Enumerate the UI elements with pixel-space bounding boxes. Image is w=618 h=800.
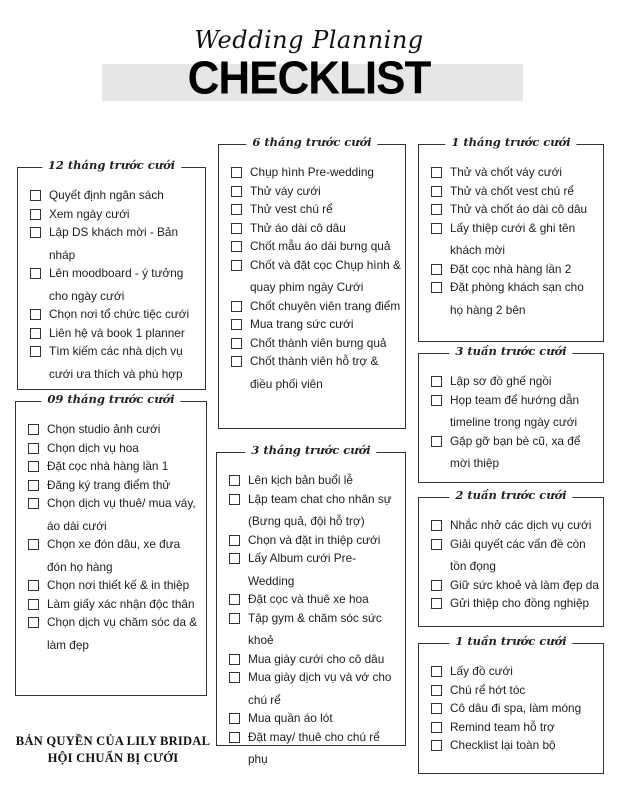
checklist-item-label: Chọn nơi thiết kế & in thiệp (47, 578, 190, 592)
section-heading: 3 tháng trước cưới (245, 443, 376, 457)
checklist-item-label: Đặt may/ thuê cho chú rể phụ (248, 729, 380, 766)
checklist (431, 664, 599, 757)
section-1-week (418, 634, 604, 774)
checklist (30, 188, 201, 385)
checklist-item-label: Chụp hình Pre-wedding (250, 165, 374, 179)
checkbox[interactable] (431, 186, 442, 197)
checkbox[interactable] (431, 520, 442, 531)
section-heading: 12 tháng trước cưới (42, 158, 181, 172)
checklist-item-label: Giữ sức khoẻ và làm đẹp da (450, 577, 599, 592)
checklist-item-label: Chốt mẫu áo dài bưng quả (250, 239, 391, 253)
checkbox[interactable] (231, 186, 242, 197)
checkbox[interactable] (30, 328, 41, 339)
checklist-item-label: Lập team chat cho nhân sự (Bưng quả, đội hỗ trợ) (248, 491, 392, 528)
checklist-item-label: Mua quần áo lót (248, 711, 333, 725)
checkbox[interactable] (229, 594, 240, 605)
checklist-item-label: Lấy thiệp cưới & ghi tên khách mời (450, 220, 576, 257)
checklist-item-label: Chốt thành viên bưng quả (250, 335, 387, 350)
checklist-item-label: Họp team để hướng dẫn timeline trong ngày cưới (450, 392, 580, 429)
checklist-item-label: Đăng ký trang điểm thử (47, 477, 171, 492)
checkbox[interactable] (231, 301, 242, 312)
checklist-item-label: Chọn xe đón dâu, xe đưa đón họ hàng (47, 537, 181, 574)
checklist-item (229, 730, 401, 771)
checklist-item-label: Gặp gỡ bạn bè cũ, xa để mời thiệp (450, 433, 581, 470)
checklist-item-label: Lập DS khách mời - Bản nháp (49, 225, 179, 262)
checkbox[interactable] (229, 672, 240, 683)
checkbox[interactable] (231, 338, 242, 349)
page-title: CHECKLIST (187, 52, 431, 105)
checklist-item-label: Lên kịch bản buổi lễ (248, 473, 353, 487)
checkbox[interactable] (229, 475, 240, 486)
checklist-item (431, 434, 599, 475)
checkbox[interactable] (431, 264, 442, 275)
checklist-item (30, 344, 201, 385)
checklist-item-label: Thử và chốt váy cưới (450, 165, 563, 179)
checklist-item-label: Chọn dịch vụ thuê/ mua váy, áo dài cưới (47, 496, 196, 533)
checkbox[interactable] (30, 227, 41, 238)
copyright-notice (13, 733, 213, 767)
copyright-line-1: BẢN QUYỀN CỦA LILY BRIDAL (15, 734, 211, 748)
checklist-item-label: Gửi thiệp cho đồng nghiệp (450, 596, 590, 610)
checkbox[interactable] (28, 617, 39, 628)
section-heading: 6 tháng trước cưới (246, 135, 377, 149)
checklist-item-label: Lấy Album cưới Pre-Wedding (248, 551, 357, 588)
copyright-line-2: HỘI CHUẨN BỊ CƯỚI (47, 751, 179, 765)
checklist-item-label: Lập sơ đồ ghế ngồi (450, 374, 552, 388)
checklist-item-label: Xem ngày cưới (49, 206, 130, 221)
checklist (231, 165, 401, 395)
checklist-item-label: Chọn nơi tổ chức tiệc cưới (49, 307, 190, 321)
checklist-item-label: Chọn dịch vụ chăm sóc da & làm đẹp (47, 615, 198, 652)
checkbox[interactable] (229, 713, 240, 724)
checkbox[interactable] (431, 685, 442, 696)
checkbox[interactable] (30, 268, 41, 279)
checkbox[interactable] (431, 703, 442, 714)
section-heading: 09 tháng trước cưới (41, 392, 180, 406)
checklist-item (431, 393, 599, 434)
checkbox[interactable] (231, 167, 242, 178)
section-heading: 1 tuần trước cưới (449, 634, 572, 648)
checklist-item-label: Đặt cọc và thuê xe hoa (248, 592, 369, 606)
checkbox[interactable] (431, 722, 442, 733)
checklist-item (229, 670, 401, 711)
checklist-item (28, 537, 202, 578)
checklist-item-label: Remind team hỗ trợ (450, 719, 555, 734)
checkbox[interactable] (30, 190, 41, 201)
checklist-item-label: Lấy đồ cưới (450, 664, 513, 678)
checkbox[interactable] (28, 424, 39, 435)
checklist-item (231, 258, 401, 299)
checkbox[interactable] (30, 309, 41, 320)
checkbox[interactable] (30, 346, 41, 357)
section-heading: 1 tháng trước cưới (445, 135, 576, 149)
checklist-item-label: Cô dâu đi spa, làm móng (450, 701, 582, 715)
checklist-item-label: Mua giày cưới cho cô dâu (248, 651, 385, 666)
section-heading: 2 tuần trước cưới (449, 488, 572, 502)
checklist-item-label: Checklist lại toàn bộ (450, 738, 556, 752)
checklist-item-label: Lên moodboard - ý tưởng cho ngày cưới (49, 266, 184, 303)
checklist-item-label: Chọn dịch vụ hoa (47, 440, 139, 455)
checklist-item-label: Thử áo dài cô dâu (250, 220, 346, 235)
checklist-item (431, 738, 599, 757)
section-heading: 3 tuần trước cưới (449, 344, 572, 358)
checklist-item (431, 596, 599, 615)
checkbox[interactable] (431, 204, 442, 215)
checklist-item-label: Mua trang sức cưới (250, 317, 354, 331)
checkbox[interactable] (431, 539, 442, 550)
checkbox[interactable] (431, 376, 442, 387)
checklist-item-label: Chú rể hớt tóc (450, 682, 526, 697)
checklist-item-label: Tìm kiếm các nhà dịch vụ cưới ưa thích và phù hợp (49, 344, 183, 381)
checklist-item (229, 611, 401, 652)
checklist-item-label: Thử và chốt áo dài cô dâu (450, 202, 588, 216)
checkbox[interactable] (431, 282, 442, 293)
checkbox[interactable] (28, 498, 39, 509)
checkbox[interactable] (231, 204, 242, 215)
checklist (431, 374, 599, 475)
checklist-item-label: Mua giày dịch vụ và vớ cho chú rể (248, 670, 392, 707)
checkbox[interactable] (231, 356, 242, 367)
checklist-item (28, 496, 202, 537)
checkbox[interactable] (28, 539, 39, 550)
checkbox[interactable] (229, 654, 240, 665)
checkbox[interactable] (231, 260, 242, 271)
checkbox[interactable] (28, 599, 39, 610)
checklist-item-label: Chốt chuyên viên trang điểm (250, 298, 401, 313)
checklist-item (231, 354, 401, 395)
section-3-weeks (418, 344, 604, 483)
checklist-item-label: Giải quyết các vấn đề còn tồn đọng (450, 536, 586, 573)
checklist-item-label: Làm giấy xác nhận độc thân (47, 596, 195, 611)
section-6-months (218, 135, 406, 429)
checkbox[interactable] (28, 461, 39, 472)
checkbox[interactable] (28, 443, 39, 454)
checklist (229, 473, 401, 771)
checklist-item (431, 221, 599, 262)
checklist (431, 518, 599, 615)
subtitle: Wedding Planning (194, 26, 424, 54)
section-3-months (216, 443, 406, 766)
checkbox[interactable] (431, 436, 442, 447)
checkbox[interactable] (28, 480, 39, 491)
checklist-item (229, 492, 401, 533)
checkbox[interactable] (431, 598, 442, 609)
checklist-item-label: Chọn và đặt in thiệp cưới (248, 532, 381, 547)
checklist-item-label: Chọn studio ảnh cưới (47, 422, 161, 436)
checklist-item (30, 225, 201, 266)
checkbox[interactable] (30, 209, 41, 220)
checklist-item (30, 266, 201, 307)
checkbox[interactable] (231, 223, 242, 234)
checklist-item-label: Tập gym & chăm sóc sức khoẻ (248, 610, 382, 647)
checkbox[interactable] (28, 580, 39, 591)
checklist (431, 165, 599, 321)
checkbox[interactable] (229, 535, 240, 546)
checklist-item (431, 280, 599, 321)
checklist-item-label: Quyết định ngân sách (49, 188, 164, 202)
checkbox[interactable] (431, 666, 442, 677)
section-1-month (418, 135, 604, 342)
checklist (28, 422, 202, 656)
checkbox[interactable] (431, 167, 442, 178)
checkbox[interactable] (229, 732, 240, 743)
checkbox[interactable] (229, 613, 240, 624)
checklist-item (229, 551, 401, 592)
section-12-months (17, 158, 206, 390)
section-09-months (15, 392, 207, 696)
checklist-item-label: Chốt thành viên hỗ trợ & điều phối viên (250, 354, 379, 391)
checklist-item-label: Thử vest chú rể (250, 202, 333, 216)
checkbox[interactable] (431, 223, 442, 234)
checklist-item-label: Chốt và đặt cọc Chụp hình & quay phim ngày Cưới (250, 257, 401, 294)
checklist-item (431, 537, 599, 578)
checklist-item-label: Đặt cọc nhà hàng lần 1 (47, 459, 169, 473)
checkbox[interactable] (231, 241, 242, 252)
checkbox[interactable] (431, 580, 442, 591)
checklist-item-label: Thử và chốt vest chú rể (450, 183, 574, 198)
checkbox[interactable] (431, 395, 442, 406)
checklist-item-label: Đặt phòng khách sạn cho họ hàng 2 bên (450, 280, 584, 317)
checkbox[interactable] (229, 494, 240, 505)
checklist-item (28, 615, 202, 656)
checklist-item-label: Liên hệ và book 1 planner (49, 325, 185, 340)
checklist-item-label: Nhắc nhở các dịch vụ cưới (450, 518, 592, 532)
checkbox[interactable] (431, 740, 442, 751)
checklist-item-label: Đặt cọc nhà hàng lần 2 (450, 261, 572, 276)
checkbox[interactable] (229, 553, 240, 564)
checkbox[interactable] (231, 319, 242, 330)
section-2-weeks (418, 488, 604, 627)
checklist-item-label: Thử váy cưới (250, 183, 321, 198)
